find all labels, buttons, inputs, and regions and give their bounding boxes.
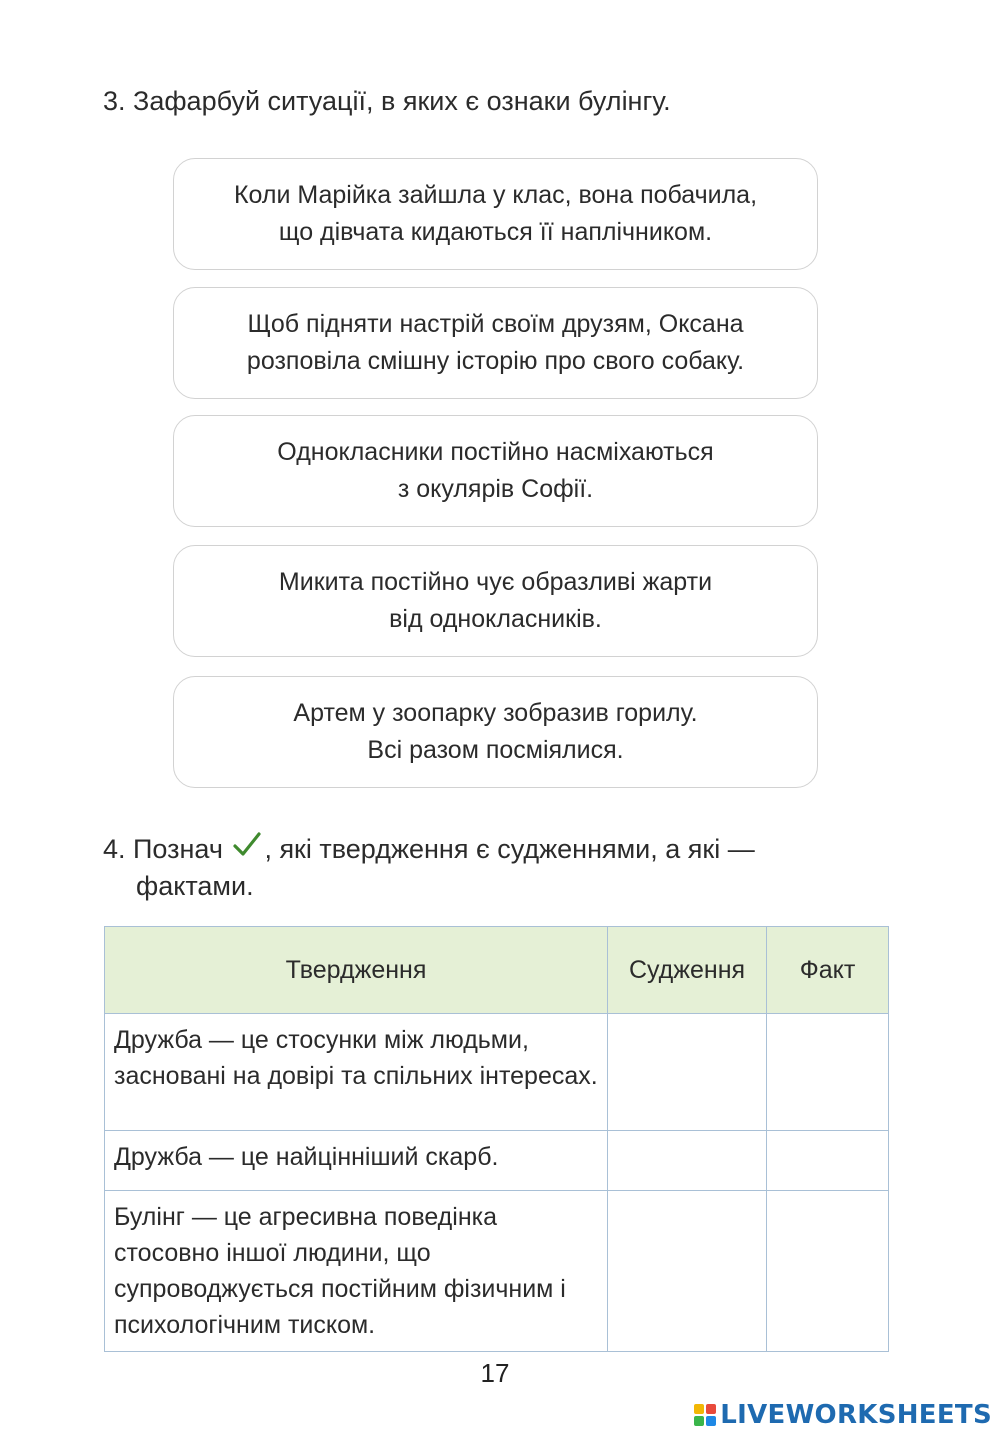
fact-answer-cell[interactable] (767, 1131, 889, 1191)
situation-text-line: Всі разом посміялися. (367, 736, 624, 764)
brand-name: LIVEWORKSHEETS (720, 1400, 992, 1430)
table-row (105, 1191, 889, 1352)
situation-text-line: від однокласників. (389, 605, 602, 633)
opinion-answer-cell[interactable] (608, 1131, 767, 1191)
header-fact: Факт (767, 927, 889, 1014)
task-3-title: 3. Зафарбуй ситуації, в яких є ознаки булінгу. (103, 86, 671, 116)
liveworksheets-logo-icon (694, 1404, 716, 1426)
opinion-answer-cell[interactable] (608, 1191, 767, 1352)
page-number: 17 (480, 1358, 510, 1388)
header-statement: Твердження (105, 927, 608, 1014)
situation-text-line: Микита постійно чує образливі жарти (278, 568, 713, 596)
situation-text-line: з окулярів Софії. (397, 475, 594, 503)
table-row (105, 1131, 889, 1191)
situation-card-3[interactable] (173, 415, 818, 527)
situation-card-2[interactable] (173, 287, 818, 399)
opinion-answer-cell[interactable] (608, 1014, 767, 1131)
situation-text-line: Щоб підняти настрій своїм друзям, Оксана (247, 310, 744, 338)
statements-table (104, 926, 889, 1352)
situation-text-line: що дівчата кидаються її наплічником. (278, 218, 713, 246)
situation-card-1[interactable] (173, 158, 818, 270)
task-4-title-start: 4. Познач (103, 834, 223, 864)
task-4-title (103, 830, 755, 905)
task-4-title-line2: фактами. (136, 871, 254, 901)
statement-cell: Дружба — це стосунки між людьми, засновані на довірі та спільних інтересах. (105, 1014, 608, 1131)
situation-text-line: Артем у зоопарку зобразив горилу. (293, 699, 698, 727)
checkmark-icon (232, 830, 262, 860)
task-4-title-end: , які твердження є судженнями, а які — (264, 834, 755, 864)
situation-text-line: Однокласники постійно насміхаються (277, 438, 714, 466)
situation-text-line: розповіла смішну історію про свого собаку. (246, 347, 745, 375)
liveworksheets-brand (694, 1400, 992, 1430)
situation-text-line: Коли Марійка зайшла у клас, вона побачила, (233, 181, 758, 209)
table-row (105, 1014, 889, 1131)
situation-card-4[interactable] (173, 545, 818, 657)
header-opinion: Судження (608, 927, 767, 1014)
situation-card-5[interactable] (173, 676, 818, 788)
statement-cell: Булінг — це агресивна поведінка стосовно іншої людини, що супроводжується постійним фізичним і психологічним тиском. (105, 1191, 608, 1352)
table-header-row (105, 927, 889, 1014)
fact-answer-cell[interactable] (767, 1191, 889, 1352)
fact-answer-cell[interactable] (767, 1014, 889, 1131)
statement-cell: Дружба — це найцінніший скарб. (105, 1131, 608, 1191)
